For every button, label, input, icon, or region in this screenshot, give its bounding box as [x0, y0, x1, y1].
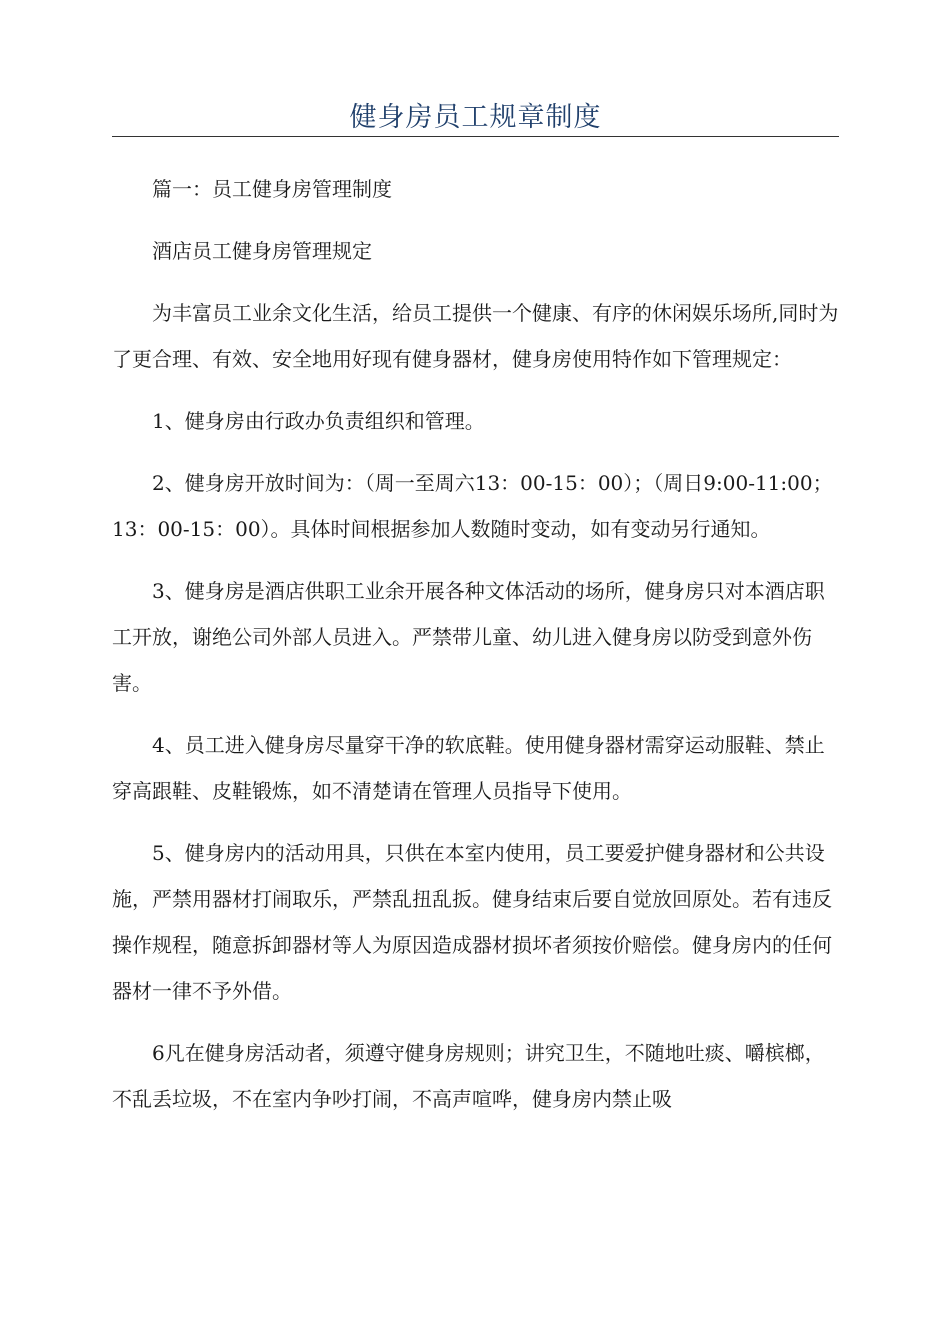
rule-item-4: 4、员工进入健身房尽量穿干净的软底鞋。使用健身器材需穿运动服鞋、禁止穿高跟鞋、皮鞋锻炼，如不清楚请在管理人员指导下使用。: [112, 733, 825, 803]
subsection-heading: 酒店员工健身房管理规定: [152, 239, 372, 263]
rule-item-3: 3、健身房是酒店供职工业余开展各种文体活动的场所，健身房只对本酒店职工开放，谢绝公司外部人员进入。严禁带儿童、幼儿进入健身房以防受到意外伤害。: [112, 579, 825, 695]
rule-item-2: 2、健身房开放时间为：（周一至周六13：00-15：00）；（周日9:00-11:00；13：00-15：00）。具体时间根据参加人数随时变动，如有变动另行通知。: [112, 471, 833, 541]
title-underline: [112, 136, 839, 137]
rule-item-1: 1、健身房由行政办负责组织和管理。: [152, 409, 485, 433]
rule-item-5: 5、健身房内的活动用具，只供在本室内使用，员工要爱护健身器材和公共设施，严禁用器材打闹取乐，严禁乱扭乱扳。健身结束后要自觉放回原处。若有违反操作规程，随意拆卸器材等人为原因造成器材损坏者须按价赔偿。健身房内的任何器材一律不予外借。: [112, 841, 832, 1003]
document-title: 健身房员工规章制度: [349, 102, 602, 133]
section-heading: 篇一：员工健身房管理制度: [152, 177, 392, 201]
document-body: [112, 166, 839, 1138]
rule-item-6: 6凡在健身房活动者，须遵守健身房规则；讲究卫生，不随地吐痰、嚼槟榔，不乱丢垃圾，不在室内争吵打闹，不高声喧哗，健身房内禁止吸: [112, 1041, 825, 1111]
intro-paragraph: 为丰富员工业余文化生活，给员工提供一个健康、有序的休闲娱乐场所,同时为了更合理、有效、安全地用好现有健身器材，健身房使用特作如下管理规定：: [112, 301, 839, 371]
